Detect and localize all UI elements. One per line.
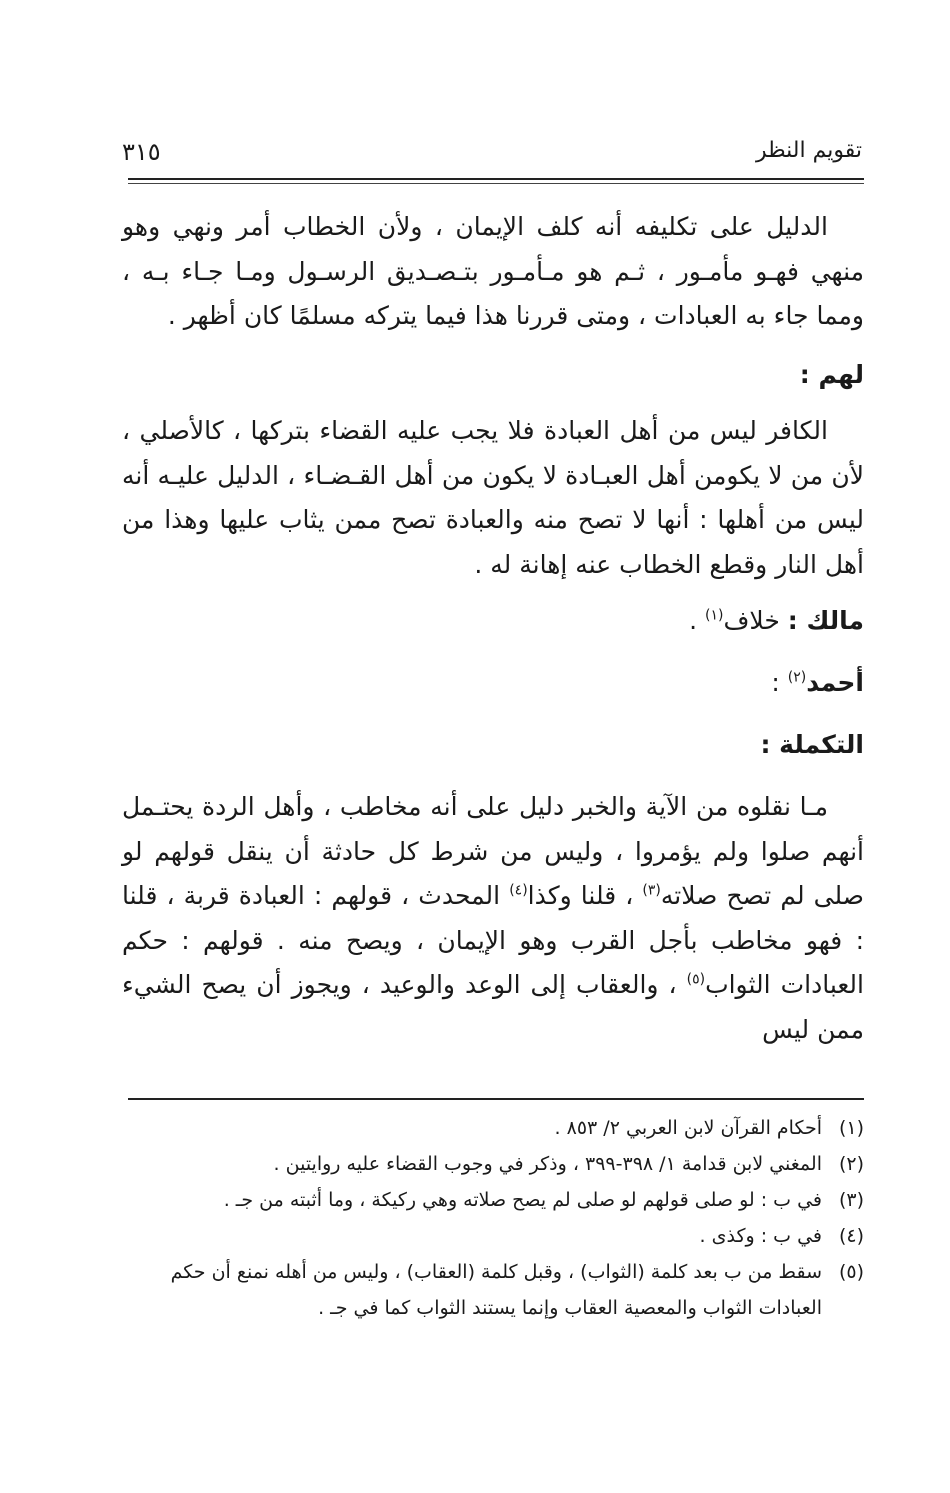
footnote-item <box>122 1146 864 1182</box>
footnote-item <box>122 1254 864 1326</box>
paragraph-1: الدليل على تكليفه أنه كلف الإيمان ، ولأن الخطاب أمر ونهي وهو منهي فهـو مأمـور ، ثـم هو مـأمـور بتـصـديق الرسـول ومـا جـاء بـه ، ومما جاء به العبادات ، ومتى قررنا هذا فيما يتركه مسلمًا كان أظهر . <box>122 212 864 330</box>
header-rule <box>128 178 864 180</box>
footnote-item <box>122 1218 864 1254</box>
page-header <box>112 138 862 178</box>
malik-line <box>122 599 864 661</box>
heading-lahum: لهم : <box>799 359 864 389</box>
footnote-number: (١) <box>838 1117 864 1139</box>
malik-text: خلاف <box>723 606 780 635</box>
ahmad-end: : <box>771 668 780 697</box>
paragraph-3 <box>122 785 864 1052</box>
footnote-ref-4: (٤) <box>509 882 528 899</box>
footnote-number: (٣) <box>838 1189 864 1211</box>
footnote-rule <box>128 1098 864 1100</box>
ahmad-label: أحمد <box>806 668 864 697</box>
page-number: ٣١٥ <box>122 138 161 166</box>
footnote-ref-1: (١) <box>705 607 724 624</box>
heading-takmila: التكملة : <box>760 730 864 759</box>
footnote-text: سقط من ب بعد كلمة (الثواب) ، وقبل كلمة (العقاب) ، وليس من أهله نمنع أن حكم العبادات الثواب والمعصية العقاب وإنما يستند الثواب كما في جـ . <box>170 1261 822 1319</box>
footnote-number: (٤) <box>838 1225 864 1247</box>
footnote-ref-5: (٥) <box>686 971 706 988</box>
footnote-text: في ب : لو صلى قولهم لو صلى لم يصح صلاته وهي ركيكة ، وما أثبته من جـ . <box>223 1189 822 1211</box>
footnotes <box>122 1110 864 1326</box>
running-title: تقويم النظر <box>755 138 862 163</box>
footnote-ref-2: (٢) <box>787 669 807 686</box>
paragraph-3-part-b: ، قلنا وكذا <box>527 881 643 910</box>
main-text <box>122 205 864 1052</box>
footnote-text: المغني لابن قدامة ١/ ٣٩٨-٣٩٩ ، وذكر في وجوب القضاء عليه روايتين . <box>273 1153 822 1175</box>
footnote-number: (٢) <box>838 1153 864 1175</box>
ahmad-line <box>122 661 864 723</box>
footnote-item <box>122 1182 864 1218</box>
paragraph-3-part-d: ، والعقاب إلى الوعد والوعيد ، ويجوز أن يصح الشيء ممن ليس <box>122 970 864 1044</box>
footnote-text: في ب : وكذى . <box>699 1225 822 1247</box>
footnote-number: (٥) <box>838 1261 864 1283</box>
header-rule-thin <box>128 183 864 184</box>
paragraph-3-part-a: مـا نقلوه من الآية والخبر دليل على أنه مخاطب ، وأهل الردة يحتـمل أنهم صلوا ولم يؤمروا ، وليس من شرط كل حادثة أن ينقل قولهم لو صلى لم تصح صلاته <box>122 792 864 910</box>
footnote-item <box>122 1110 864 1146</box>
paragraph-3-part-c: المحدث ، قولهم : العبادة قربة ، قلنا : فهو مخاطب بأجل القرب وهو الإيمان ، ويصح منه . قولهم : حكم العبادات الثواب <box>122 881 864 999</box>
malik-end: . <box>689 606 698 635</box>
footnote-text: أحكام القرآن لابن العربي ٢/ ٨٥٣ . <box>554 1117 822 1139</box>
footnote-ref-3: (٣) <box>642 882 661 899</box>
malik-label: مالك : <box>787 606 864 635</box>
paragraph-2: الكافر ليس من أهل العبادة فلا يجب عليه القضاء بتركها ، كالأصلي ، لأن من لا يكومن أهل العبـادة لا يكون من أهل القـضـاء ، الدليل عليـه أنه ليس من أهلها : أنها لا تصح منه والعبادة تصح ممن يثاب عليها وهذا من أهل النار وقطع الخطاب عنه إهانة له . <box>122 416 864 579</box>
